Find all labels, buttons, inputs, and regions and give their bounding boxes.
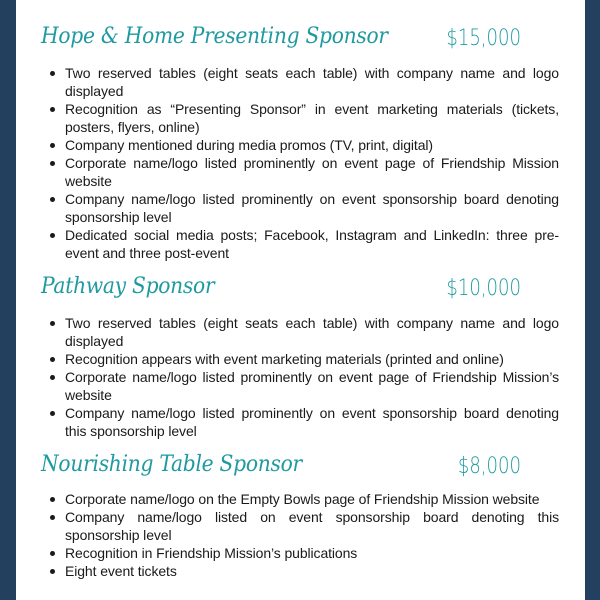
sponsorship-page <box>16 0 585 600</box>
benefit-list <box>65 490 559 580</box>
benefit-item: Company name/logo listed prominently on event sponsorship board denoting this sponsorship level <box>65 405 559 439</box>
benefit-item: Recognition appears with event marketing materials (printed and online) <box>65 350 559 368</box>
benefit-item: Recognition as “Presenting Sponsor” in event marketing materials (tickets, posters, flyers, online) <box>65 101 559 135</box>
benefit-item: Eight event tickets <box>65 562 559 580</box>
benefit-item: Two reserved tables (eight seats each table) with company name and logo displayed <box>65 315 559 349</box>
tier-price: $10,000 <box>446 276 521 301</box>
tier-title: Pathway Sponsor <box>41 274 215 299</box>
benefit-item: Corporate name/logo on the Empty Bowls page of Friendship Mission website <box>65 490 559 508</box>
benefit-item: Recognition in Friendship Mission’s publications <box>65 544 559 562</box>
benefit-item: Corporate name/logo listed prominently on event page of Friendship Mission website <box>65 155 559 189</box>
benefit-item: Corporate name/logo listed prominently on event page of Friendship Mission’s website <box>65 369 559 403</box>
tier-price: $8,000 <box>457 454 521 479</box>
benefit-item: Company mentioned during media promos (TV, print, digital) <box>65 136 559 154</box>
tier-price: $15,000 <box>446 26 521 51</box>
tier-title: Nourishing Table Sponsor <box>41 452 302 477</box>
benefit-item: Company name/logo listed on event sponsorship board denoting this sponsorship level <box>65 509 559 543</box>
benefit-item: Company name/logo listed prominently on event sponsorship board denoting sponsorship level <box>65 191 559 225</box>
benefit-item: Two reserved tables (eight seats each table) with company name and logo displayed <box>65 65 559 99</box>
benefit-item: Dedicated social media posts; Facebook, Instagram and LinkedIn: three pre-event and three post-event <box>65 227 559 261</box>
benefit-list <box>65 314 559 440</box>
benefit-list <box>65 64 559 262</box>
tier-title: Hope & Home Presenting Sponsor <box>41 24 388 49</box>
